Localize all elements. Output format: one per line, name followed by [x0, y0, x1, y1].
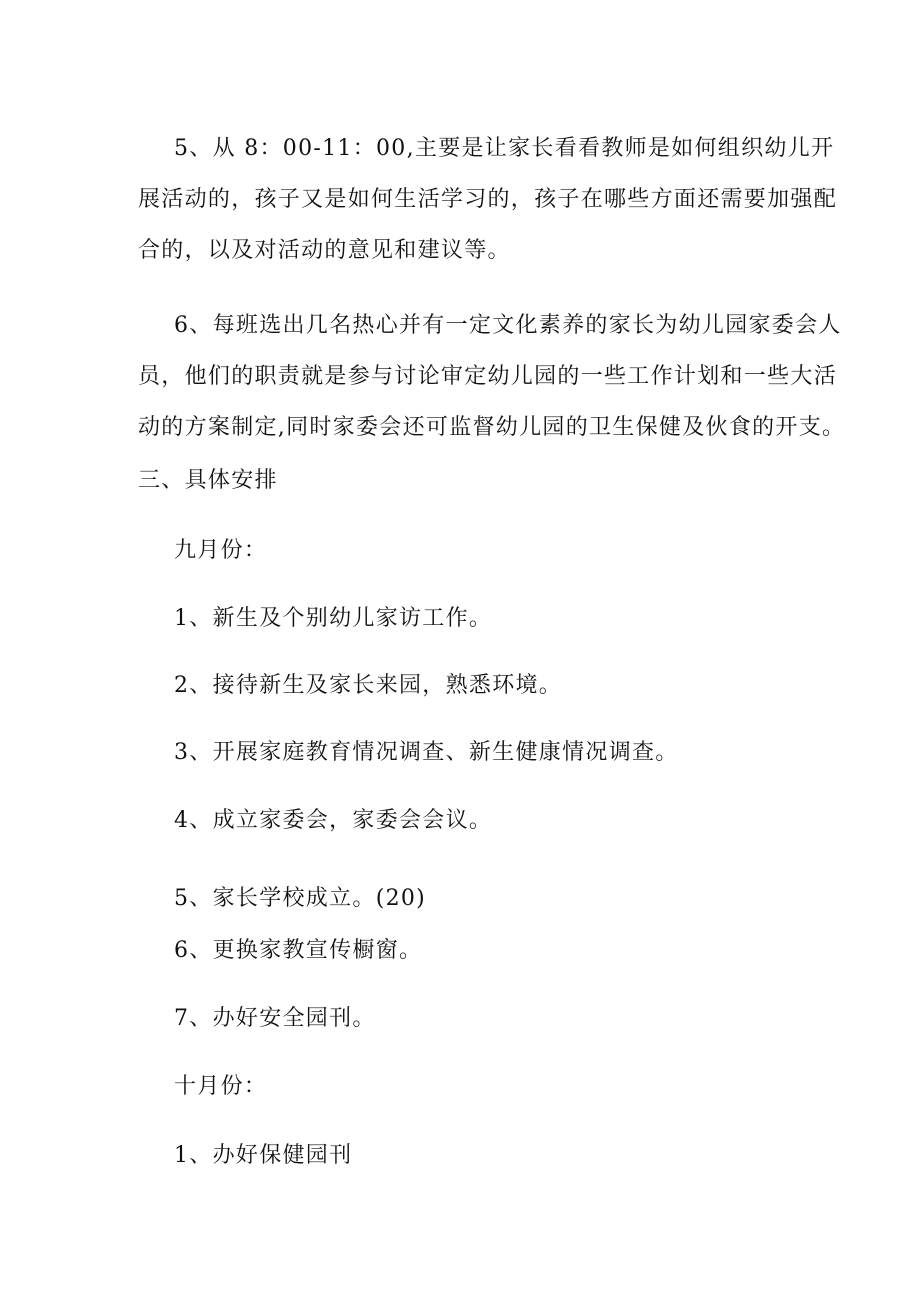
october-title: 十月份：	[174, 1074, 268, 1099]
list-item: 3、开展家庭教育情况调查、新生健康情况调查。	[174, 740, 679, 765]
paragraph-5-line-2: 展活动的，孩子又是如何生活学习的，孩子在哪些方面还需要加强配	[138, 187, 838, 212]
paragraph-5	[138, 123, 838, 276]
september-title: 九月份：	[174, 538, 268, 563]
section-heading: 三、具体安排	[138, 468, 278, 493]
paragraph-5-line-1: 5、从 8：00-11：00,主要是让家长看看教师是如何组织幼儿开	[174, 136, 835, 161]
list-item: 4、成立家委会，家委会会议。	[174, 808, 493, 833]
paragraph-5-line-3: 合的，以及对活动的意见和建议等。	[138, 238, 511, 263]
list-item: 5、家长学校成立。(20)	[174, 886, 427, 911]
list-item: 1、新生及个别幼儿家访工作。	[174, 606, 493, 631]
list-item: 1、办好保健园刊	[174, 1143, 353, 1168]
list-item: 2、接待新生及家长来园，熟悉环境。	[174, 673, 563, 698]
list-item: 6、更换家教宣传橱窗。	[174, 938, 423, 963]
paragraph-6-line-1: 6、每班选出几名热心并有一定文化素养的家长为幼儿园家委会人	[174, 313, 842, 338]
list-item: 7、办好安全园刊。	[174, 1006, 376, 1031]
paragraph-6-line-2: 员，他们的职责就是参与讨论审定幼儿园的一些工作计划和一些大活	[138, 364, 838, 389]
paragraph-6	[138, 300, 846, 453]
paragraph-6-line-3: 动的方案制定,同时家委会还可监督幼儿园的卫生保健及伙食的开支。	[138, 415, 846, 440]
